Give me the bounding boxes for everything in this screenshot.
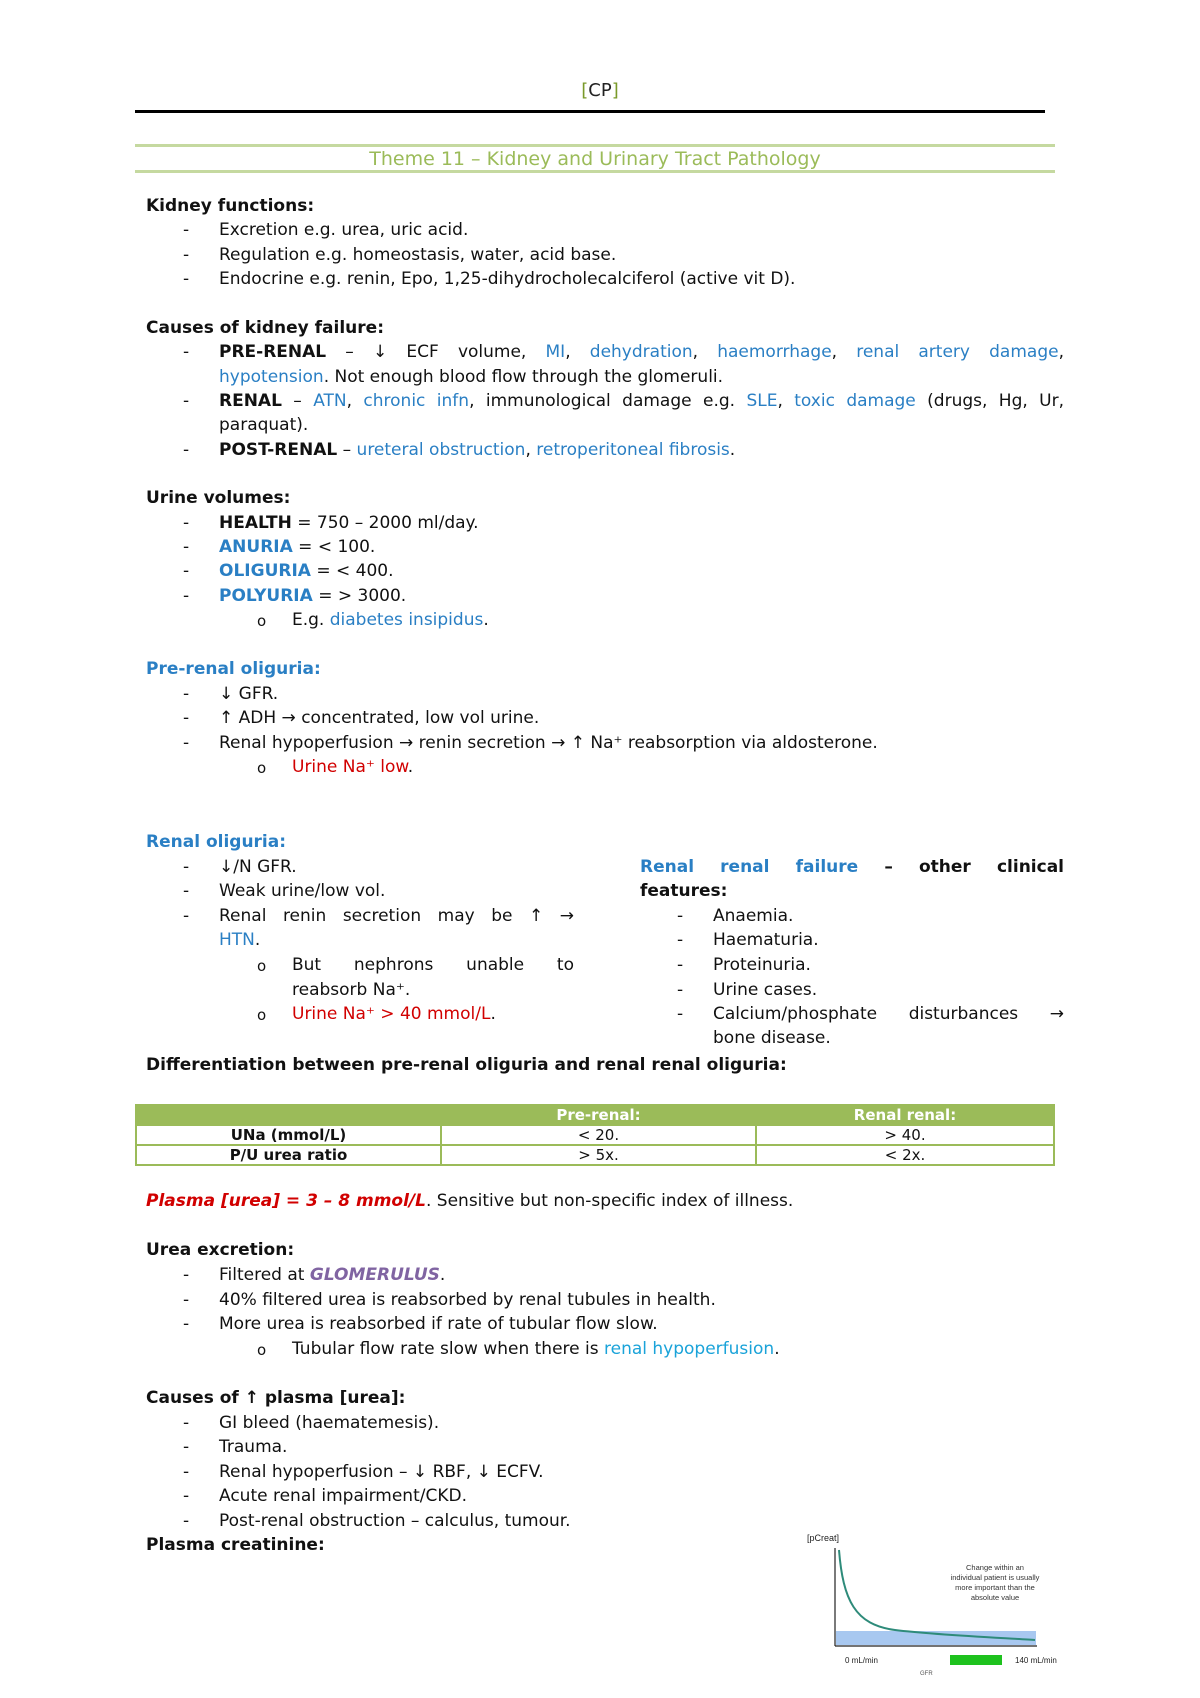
list-item: Acute renal impairment/CKD. xyxy=(219,1486,467,1506)
prerenal-item: PRE-RENAL – ↓ ECF volume, MI, dehydration, haemorrhage, renal artery damage, xyxy=(219,342,1064,362)
list-item-cont: bone disease. xyxy=(713,1028,831,1048)
table-cell: P/U urea ratio xyxy=(136,1145,441,1165)
list-item: Regulation e.g. homeostasis, water, acid base. xyxy=(219,245,617,265)
list-item: Excretion e.g. urea, uric acid. xyxy=(219,220,469,240)
list-item: GI bleed (haematemesis). xyxy=(219,1413,440,1433)
list-subitem-cont: reabsorb Na⁺. xyxy=(292,980,411,1000)
table-header-row xyxy=(136,1105,1054,1125)
figure-x-right: 140 mL/min xyxy=(1015,1656,1057,1665)
table-cell: < 2x. xyxy=(756,1145,1054,1165)
list-subitem: E.g. diabetes insipidus. xyxy=(292,610,489,630)
list-item: Haematuria. xyxy=(713,930,819,950)
figure-note-line: more important than the xyxy=(955,1583,1035,1592)
list-item: Renal renin secretion may be ↑ → xyxy=(219,906,574,926)
list-item: HEALTH = 750 – 2000 ml/day. xyxy=(219,513,479,533)
list-item: More urea is reabsorbed if rate of tubular flow slow. xyxy=(219,1314,658,1334)
column-header: Pre-renal: xyxy=(441,1105,756,1125)
table-cell: UNa (mmol/L) xyxy=(136,1125,441,1145)
page-title: Theme 11 – Kidney and Urinary Tract Pathology xyxy=(369,148,821,170)
prerenal-oliguria-heading: Pre-renal oliguria: xyxy=(146,659,321,679)
list-item: Renal hypoperfusion – ↓ RBF, ↓ ECFV. xyxy=(219,1462,544,1482)
figure-ylabel: [pCreat] xyxy=(807,1533,840,1543)
plasma-creatinine-heading: Plasma creatinine: xyxy=(146,1535,325,1555)
table-row xyxy=(136,1125,1054,1145)
creatinine-gfr-figure xyxy=(805,1530,1065,1678)
title-rule-bottom xyxy=(135,170,1055,173)
title-rule-top xyxy=(135,144,1055,147)
list-item: Post-renal obstruction – calculus, tumour. xyxy=(219,1511,571,1531)
list-subitem: Urine Na⁺ > 40 mmol/L. xyxy=(292,1004,496,1024)
figure-x-axis-label: GFR xyxy=(920,1671,933,1677)
list-item: Weak urine/low vol. xyxy=(219,881,386,901)
list-subitem: Tubular flow rate slow when there is renal hypoperfusion. xyxy=(292,1339,780,1359)
figure-note-line: absolute value xyxy=(970,1593,1020,1602)
list-item: Calcium/phosphate disturbances → xyxy=(713,1004,1064,1024)
renal-oliguria-heading: Renal oliguria: xyxy=(146,832,287,852)
figure-x-left: 0 mL/min xyxy=(845,1656,878,1665)
table-row xyxy=(136,1145,1054,1165)
list-subitem: But nephrons unable to xyxy=(292,955,574,975)
renal-item-cont: paraquat). xyxy=(219,415,309,435)
list-item: Proteinuria. xyxy=(713,955,811,975)
other-features-heading: Renal renal failure – other clinical xyxy=(640,857,1064,877)
table-cell: < 20. xyxy=(441,1125,756,1145)
list-item: POLYURIA = > 3000. xyxy=(219,586,407,606)
gfr-normal-bar xyxy=(950,1655,1002,1665)
table-cell: > 5x. xyxy=(441,1145,756,1165)
prerenal-item-cont: hypotension. Not enough blood flow through the glomeruli. xyxy=(219,367,724,387)
list-item: ↑ ADH → concentrated, low vol urine. xyxy=(219,708,540,728)
figure-note-line: Change within an xyxy=(966,1563,1024,1572)
urea-excretion-heading: Urea excretion: xyxy=(146,1240,295,1260)
list-item: OLIGURIA = < 400. xyxy=(219,561,394,581)
list-item: ↓ GFR. xyxy=(219,684,279,704)
kidney-functions-heading: Kidney functions: xyxy=(146,196,315,216)
header-rule xyxy=(135,110,1045,113)
postrenal-item: POST-RENAL – ureteral obstruction, retroperitoneal fibrosis. xyxy=(219,440,736,460)
list-subitem: Urine Na⁺ low. xyxy=(292,757,414,777)
column-header: Renal renal: xyxy=(756,1105,1054,1125)
differentiation-table xyxy=(135,1104,1055,1166)
list-item: Trauma. xyxy=(219,1437,288,1457)
causes-failure-heading: Causes of kidney failure: xyxy=(146,318,384,338)
list-item: Filtered at GLOMERULUS. xyxy=(219,1265,446,1285)
list-item: Endocrine e.g. renin, Epo, 1,25-dihydrocholecalciferol (active vit D). xyxy=(219,269,796,289)
figure-note xyxy=(951,1563,1040,1602)
list-item: ↓/N GFR. xyxy=(219,857,297,877)
column-header xyxy=(136,1105,441,1125)
list-item: ANURIA = < 100. xyxy=(219,537,376,557)
list-item-cont: HTN. xyxy=(219,930,261,950)
list-item: Anaemia. xyxy=(713,906,794,926)
list-item: Renal hypoperfusion → renin secretion → ↑ Na⁺ reabsorption via aldosterone. xyxy=(219,733,878,753)
renal-item: RENAL – ATN, chronic infn, immunological damage e.g. SLE, toxic damage (drugs, Hg, Ur, xyxy=(219,391,1065,411)
table-cell: > 40. xyxy=(756,1125,1054,1145)
other-features-heading-cont: features: xyxy=(640,881,728,901)
plasma-urea-line: Plasma [urea] = 3 – 8 mmol/L. Sensitive but non-specific index of illness. xyxy=(146,1191,794,1211)
list-item: Urine cases. xyxy=(713,980,818,1000)
page-header: [CP] xyxy=(581,80,619,101)
causes-urea-heading: Causes of ↑ plasma [urea]: xyxy=(146,1388,406,1408)
list-item: 40% filtered urea is reabsorbed by renal tubules in health. xyxy=(219,1290,716,1310)
urine-volumes-heading: Urine volumes: xyxy=(146,488,291,508)
figure-note-line: individual patient is usually xyxy=(950,1573,1040,1582)
differentiation-heading: Differentiation between pre-renal oliguria and renal renal oliguria: xyxy=(146,1055,787,1075)
